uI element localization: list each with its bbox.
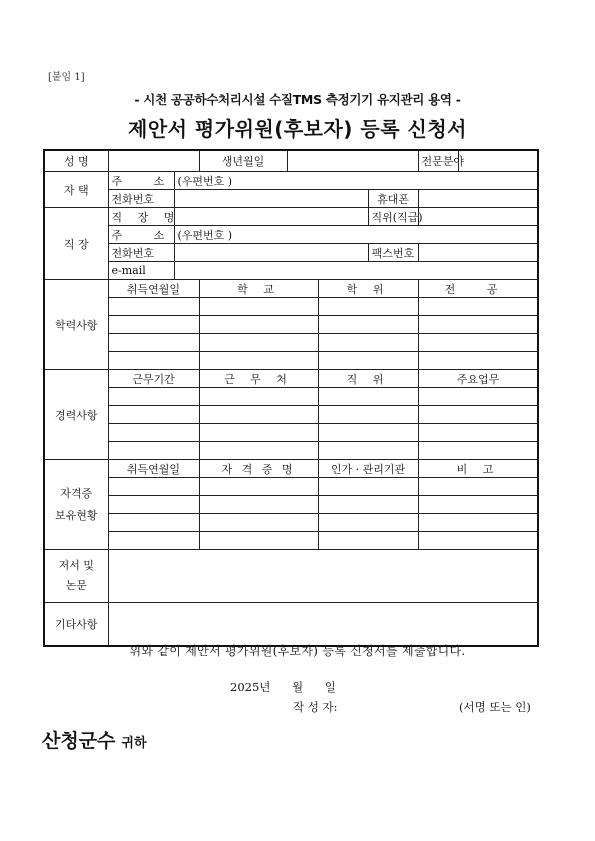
work-phone-row [44,244,538,262]
home-label: 자 택 [44,172,108,208]
cell[interactable] [108,388,199,406]
date-line: 2025년 월 일 [230,680,336,694]
cell[interactable] [318,406,418,424]
addressee [42,726,147,753]
cell[interactable] [108,298,199,316]
home-phone-row [44,190,538,208]
cell[interactable] [418,532,538,550]
cell[interactable] [318,352,418,370]
other-row [44,603,538,647]
name-field[interactable] [108,150,199,172]
work-name-row [44,208,538,226]
publications-label-line2: 논문 [65,579,87,592]
cell[interactable] [318,334,418,352]
cell[interactable] [418,424,538,442]
cell[interactable] [199,532,318,550]
other-field[interactable] [108,603,538,647]
fax-label: 팩스번호 [368,244,418,262]
document-subtitle: - 시천 공공하수처리시설 수질TMS 측정기기 유지관리 용역 - [134,92,461,107]
certs-label-line1: 자격증 [60,486,93,500]
table-row [44,334,538,352]
cell[interactable] [108,424,199,442]
email-label: e-mail [108,262,174,280]
writer-label: 작 성 자: [293,700,338,714]
cell[interactable] [318,478,418,496]
cell[interactable] [418,478,538,496]
home-address-field[interactable]: (우편번호 ) [174,172,538,190]
career-header-row [44,370,538,388]
specialty-label: 전문분야 [418,150,458,172]
name-row [44,150,538,172]
table-row [44,352,538,370]
cell[interactable] [318,496,418,514]
position-label: 직위(직급) [368,208,418,226]
work-phone-field[interactable] [174,244,368,262]
cell[interactable] [418,442,538,460]
career-header: 주요업무 [418,370,538,388]
career-header: 직 위 [318,370,418,388]
mobile-label: 휴대폰 [368,190,418,208]
table-row [44,532,538,550]
cell[interactable] [108,496,199,514]
workplace-field[interactable] [174,208,368,226]
cell[interactable] [199,298,318,316]
cell[interactable] [318,298,418,316]
certs-header-row [44,460,538,478]
signature-label: (서명 또는 인) [459,700,531,714]
certs-label [44,460,108,550]
work-email-row [44,262,538,280]
position-field[interactable] [418,208,538,226]
cell[interactable] [199,406,318,424]
fax-field[interactable] [418,244,538,262]
education-header: 전 공 [418,280,538,298]
cell[interactable] [318,388,418,406]
work-phone-label: 전화번호 [108,244,174,262]
work-label: 직 장 [44,208,108,280]
publications-row [44,550,538,603]
cell[interactable] [418,298,538,316]
table-row [44,316,538,334]
cell[interactable] [108,532,199,550]
education-header: 학 교 [199,280,318,298]
cell[interactable] [418,316,538,334]
certs-header: 자 격 증 명 [199,460,318,478]
certs-header: 취득연월일 [108,460,199,478]
home-phone-field[interactable] [174,190,368,208]
name-label: 성 명 [44,150,108,172]
specialty-field[interactable] [458,150,538,172]
cell[interactable] [199,388,318,406]
attachment-label: [붙임 1] [48,72,85,83]
cell[interactable] [199,352,318,370]
home-phone-label: 전화번호 [108,190,174,208]
submission-statement: 위와 같이 제안서 평가위원(후보자) 등록 신청서를 제출합니다. [129,644,466,658]
cell[interactable] [108,406,199,424]
publications-field[interactable] [108,550,538,603]
cell[interactable] [318,316,418,334]
publications-label-line1: 저서 및 [58,559,94,572]
table-row [44,424,538,442]
education-label: 학력사항 [44,280,108,370]
cell[interactable] [418,406,538,424]
cell[interactable] [199,424,318,442]
cell[interactable] [199,334,318,352]
cell[interactable] [318,424,418,442]
workplace-label: 직 장 명 [108,208,174,226]
cell[interactable] [418,514,538,532]
publications-label [44,550,108,603]
home-address-label: 주 소 [108,172,174,190]
career-header: 근무기간 [108,370,199,388]
table-row [44,442,538,460]
birth-field[interactable] [287,150,418,172]
table-row [44,406,538,424]
education-header: 취득연월일 [108,280,199,298]
cell[interactable] [199,478,318,496]
table-row [44,388,538,406]
addressee-suffix: 귀하 [121,736,147,751]
education-header: 학 위 [318,280,418,298]
cell[interactable] [318,442,418,460]
table-row [44,496,538,514]
work-address-label: 주 소 [108,226,174,244]
certs-header: 인가 · 관리기관 [318,460,418,478]
cell[interactable] [108,334,199,352]
cell[interactable] [199,496,318,514]
cell[interactable] [318,514,418,532]
birth-label: 생년월일 [199,150,287,172]
certs-header: 비 고 [418,460,538,478]
cell[interactable] [108,316,199,334]
mobile-field[interactable] [418,190,538,208]
table-row [44,478,538,496]
table-row [44,298,538,316]
home-address-row [44,172,538,190]
table-row [44,514,538,532]
work-address-field[interactable]: (우편번호 ) [174,226,538,244]
career-label: 경력사항 [44,370,108,460]
other-label: 기타사항 [44,603,108,647]
cell[interactable] [199,316,318,334]
career-header: 근 무 처 [199,370,318,388]
document-title: 제안서 평가위원(후보자) 등록 신청서 [128,117,467,141]
cell[interactable] [108,514,199,532]
education-header-row [44,280,538,298]
addressee-name: 산청군수 [42,730,116,752]
certs-label-line2: 보유현황 [54,508,98,522]
cell[interactable] [199,514,318,532]
cell[interactable] [418,352,538,370]
cell[interactable] [108,478,199,496]
cell[interactable] [108,352,199,370]
cell[interactable] [418,334,538,352]
cell[interactable] [418,388,538,406]
cell[interactable] [108,442,199,460]
email-field[interactable] [174,262,538,280]
cell[interactable] [418,496,538,514]
registration-form-table [43,149,539,647]
work-address-row [44,226,538,244]
cell[interactable] [318,532,418,550]
cell[interactable] [199,442,318,460]
